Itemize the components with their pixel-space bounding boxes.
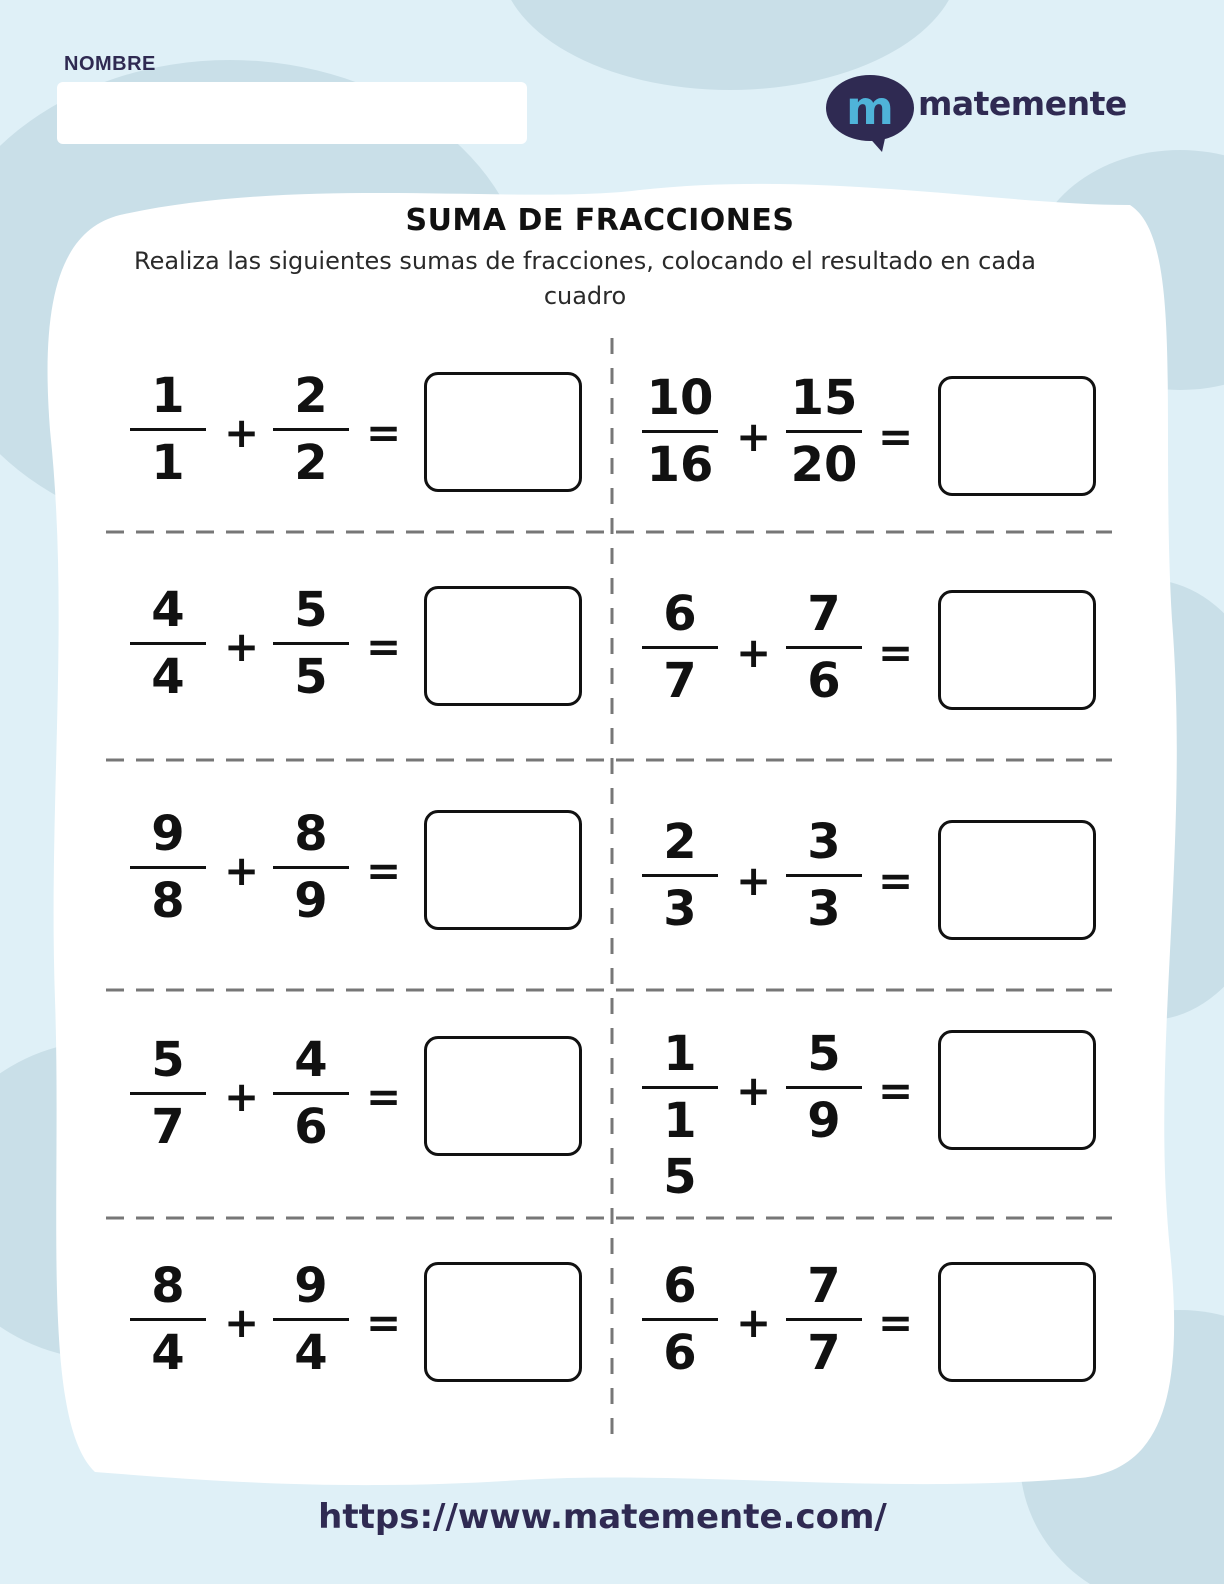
numerator: 9 — [294, 1258, 328, 1314]
fraction-a — [128, 368, 208, 491]
name-label: NOMBRE — [64, 53, 156, 75]
exercise-8 — [612, 1026, 1224, 1205]
plus-sign: + — [736, 856, 772, 905]
plus-sign: + — [224, 1298, 260, 1347]
denominator: 6 — [807, 653, 841, 709]
numerator: 2 — [294, 368, 328, 424]
worksheet-title: SUMA DE FRACCIONES — [405, 203, 795, 238]
fraction-a — [640, 814, 720, 937]
numerator: 8 — [294, 806, 328, 862]
fraction-a — [128, 1032, 208, 1155]
answer-box[interactable] — [938, 820, 1096, 940]
numerator: 8 — [151, 1258, 185, 1314]
denominator: 4 — [294, 1325, 328, 1381]
plus-sign: + — [224, 408, 260, 457]
worksheet-instructions: Realiza las siguientes sumas de fracciones, colocando el resultado en cada cuadro — [133, 247, 1037, 310]
fraction-b — [271, 1258, 351, 1381]
fraction-a — [640, 370, 720, 493]
equals-sign: = — [878, 628, 914, 677]
equals-sign: = — [878, 856, 914, 905]
numerator: 10 — [646, 370, 714, 426]
fraction-a — [640, 1258, 720, 1381]
denominator: 7 — [807, 1325, 841, 1381]
equals-sign: = — [366, 1072, 402, 1121]
fraction-b — [271, 1032, 351, 1155]
fraction-b — [784, 586, 864, 709]
answer-box[interactable] — [938, 590, 1096, 710]
exercise-7 — [0, 1032, 612, 1172]
denominator: 4 — [151, 649, 185, 705]
numerator: 5 — [807, 1026, 841, 1082]
numerator: 6 — [663, 1258, 697, 1314]
denominator: 16 — [646, 437, 714, 493]
answer-box[interactable] — [424, 372, 582, 492]
exercise-5 — [0, 806, 612, 946]
equals-sign: = — [878, 412, 914, 461]
equals-sign: = — [878, 1298, 914, 1347]
numerator: 7 — [807, 1258, 841, 1314]
exercise-10 — [612, 1258, 1224, 1398]
exercise-2 — [612, 370, 1224, 510]
numerator: 9 — [151, 806, 185, 862]
plus-sign: + — [736, 628, 772, 677]
plus-sign: + — [736, 412, 772, 461]
equals-sign: = — [366, 408, 402, 457]
fraction-a — [128, 1258, 208, 1381]
exercise-3 — [0, 582, 612, 722]
fraction-b — [784, 1258, 864, 1381]
numerator: 5 — [151, 1032, 185, 1088]
numerator: 7 — [807, 586, 841, 642]
fraction-b — [784, 814, 864, 937]
numerator: 15 — [790, 370, 858, 426]
denominator: 5 — [294, 649, 328, 705]
numerator: 1 — [151, 368, 185, 424]
denominator: 6 — [294, 1099, 328, 1155]
fraction-b — [271, 806, 351, 929]
answer-box[interactable] — [938, 1030, 1096, 1150]
fraction-b — [271, 368, 351, 491]
fraction-a — [128, 806, 208, 929]
answer-box[interactable] — [938, 376, 1096, 496]
denominator: 8 — [151, 873, 185, 929]
plus-sign: + — [736, 1066, 772, 1115]
fraction-a — [640, 1026, 720, 1205]
denominator: 3 — [663, 881, 697, 937]
footer-url-link[interactable]: https://www.matemente.com/ — [318, 1497, 887, 1537]
denominator: 7 — [663, 653, 697, 709]
answer-box[interactable] — [424, 586, 582, 706]
denominator: 2 — [294, 435, 328, 491]
logo-mark-letter: m — [846, 81, 894, 135]
numerator: 3 — [807, 814, 841, 870]
exercise-6 — [612, 814, 1224, 954]
answer-box[interactable] — [424, 1262, 582, 1382]
denominator: 9 — [807, 1093, 841, 1149]
denominator: 1 — [151, 435, 185, 491]
fraction-b — [784, 1026, 864, 1149]
plus-sign: + — [224, 1072, 260, 1121]
numerator: 4 — [294, 1032, 328, 1088]
denominator: 20 — [790, 437, 858, 493]
exercise-9 — [0, 1258, 612, 1398]
plus-sign: + — [736, 1298, 772, 1347]
denominator: 3 — [807, 881, 841, 937]
plus-sign: + — [224, 846, 260, 895]
numerator: 1 — [663, 1026, 697, 1082]
numerator: 6 — [663, 586, 697, 642]
equals-sign: = — [878, 1066, 914, 1115]
exercise-1 — [0, 368, 612, 508]
brand-name: matemente — [918, 84, 1127, 123]
denominator: 4 — [151, 1325, 185, 1381]
fraction-b — [271, 582, 351, 705]
numerator: 2 — [663, 814, 697, 870]
denominator: 6 — [663, 1325, 697, 1381]
fraction-a — [128, 582, 208, 705]
denominator: 1 5 — [663, 1093, 697, 1205]
denominator: 9 — [294, 873, 328, 929]
numerator: 5 — [294, 582, 328, 638]
equals-sign: = — [366, 1298, 402, 1347]
equals-sign: = — [366, 846, 402, 895]
answer-box[interactable] — [938, 1262, 1096, 1382]
answer-box[interactable] — [424, 810, 582, 930]
exercise-4 — [612, 586, 1224, 726]
equals-sign: = — [366, 622, 402, 671]
numerator: 4 — [151, 582, 185, 638]
plus-sign: + — [224, 622, 260, 671]
denominator: 7 — [151, 1099, 185, 1155]
fraction-a — [640, 586, 720, 709]
answer-box[interactable] — [424, 1036, 582, 1156]
fraction-b — [784, 370, 864, 493]
